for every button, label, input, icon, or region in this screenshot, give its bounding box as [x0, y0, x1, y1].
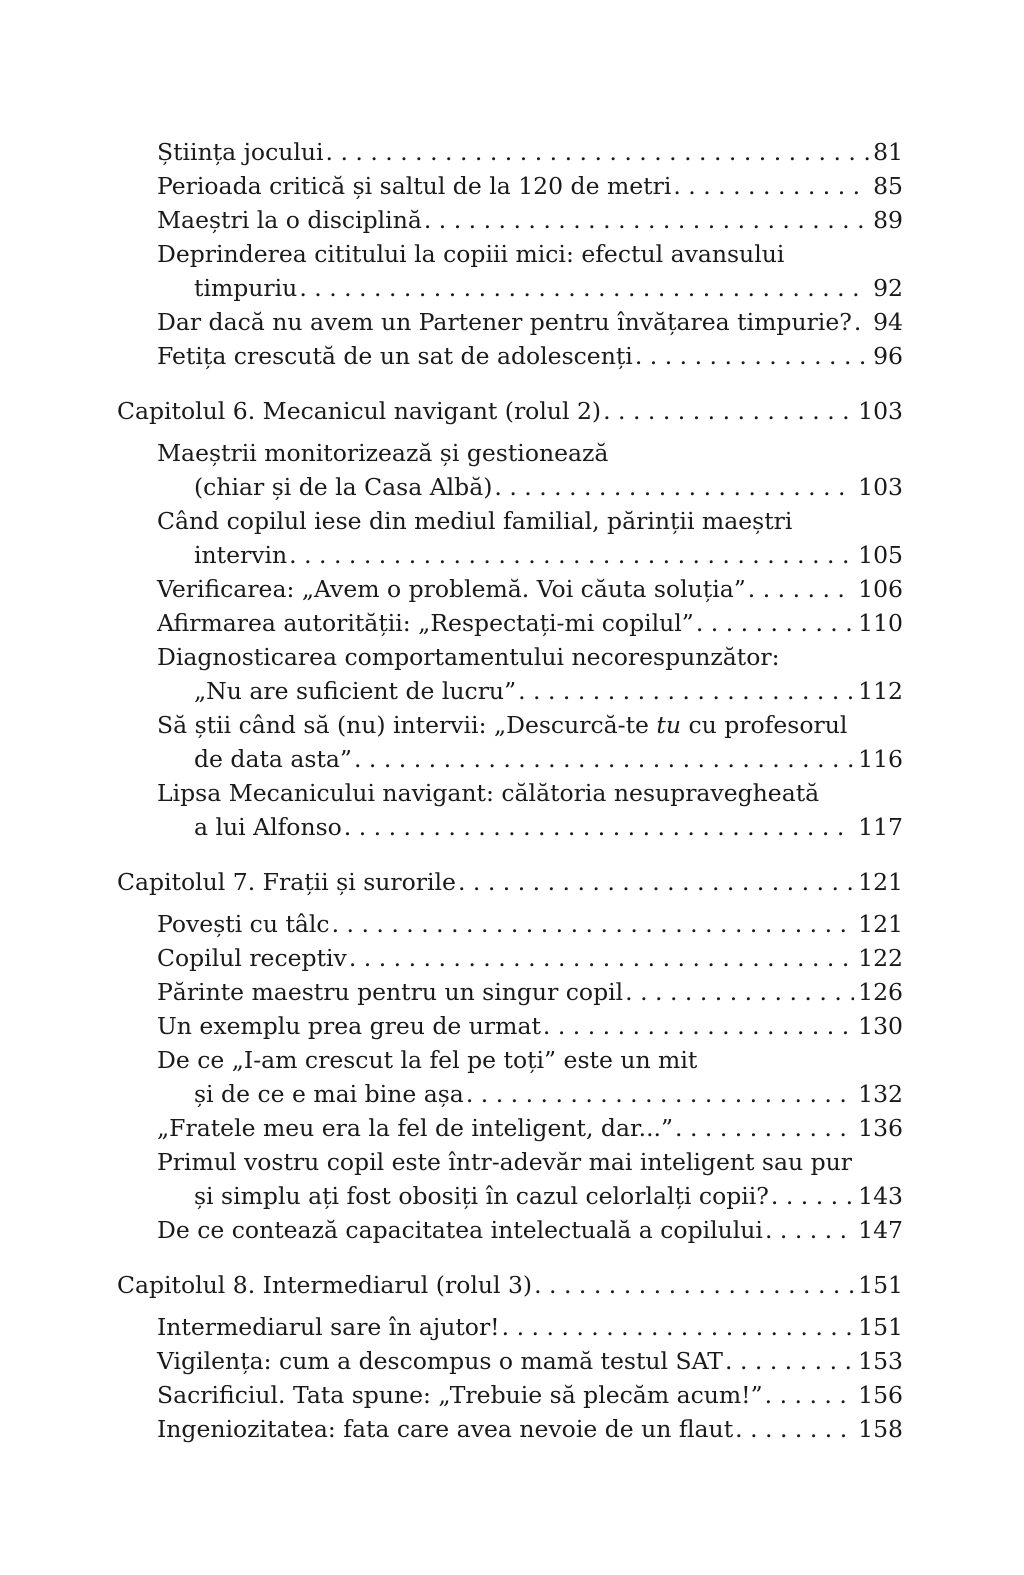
toc-entry-page: 126: [858, 978, 903, 1006]
toc-entry-first-line: Deprinderea cititului la copiii mici: efectul avansului: [157, 240, 785, 268]
toc-entry[interactable]: [117, 135, 903, 169]
toc-entry-page: 110: [858, 609, 903, 637]
toc-entry-label: și simplu ați fost obosiți în cazul celorlalți copii?: [194, 1182, 769, 1210]
toc-entry[interactable]: [117, 572, 903, 606]
toc-entry-page: 143: [858, 1182, 903, 1210]
chapter-8: [117, 1268, 903, 1446]
toc-entry-label: De ce contează capacitatea intelectuală a copilului: [157, 1216, 763, 1244]
toc-entry-label: Știința jocului: [157, 138, 324, 166]
toc-entry-label: Afirmarea autorității: „Respectați-mi copilul”: [157, 609, 694, 637]
toc-entry-label: Părinte maestru pentru un singur copil: [157, 978, 624, 1006]
toc-entry-page: 147: [858, 1216, 903, 1244]
toc-entry-page: 92: [873, 274, 903, 302]
toc-entry-page: 158: [858, 1415, 903, 1443]
leader-dots: [326, 135, 870, 169]
toc-entry[interactable]: [117, 436, 903, 504]
toc-entry-page: 153: [858, 1347, 903, 1375]
toc-entry-page: 130: [858, 1012, 903, 1040]
toc-entry-label: Un exemplu prea greu de urmat: [157, 1012, 541, 1040]
toc-entry-label: de data asta”: [194, 745, 352, 773]
leader-dots: [748, 572, 854, 606]
leader-dots: [603, 394, 854, 428]
leader-dots: [854, 305, 869, 339]
leader-dots: [344, 810, 854, 844]
toc-entry[interactable]: [117, 1412, 903, 1446]
toc-entry-page: 81: [873, 138, 903, 166]
leader-dots: [466, 1077, 854, 1111]
toc-entry-first-line-a: Să știi când să (nu) intervii: „Descurcă-te: [157, 711, 657, 739]
toc-entry[interactable]: [117, 203, 903, 237]
toc-entry[interactable]: [117, 708, 903, 776]
toc-entry-label: Vigilența: cum a descompus o mamă testul SAT: [157, 1347, 723, 1375]
toc-entry[interactable]: [117, 640, 903, 708]
leader-dots: [354, 742, 854, 776]
chapter-5-continuation: [117, 135, 903, 373]
toc-entry-page: 94: [873, 308, 903, 336]
toc-entry-page: 116: [858, 745, 903, 773]
toc-entry[interactable]: [117, 339, 903, 373]
toc-entry-label: timpuriu: [194, 274, 298, 302]
chapter-page: 121: [858, 868, 903, 896]
toc-entry-label: Perioada critică și saltul de la 120 de metri: [157, 172, 672, 200]
toc-entry-first-line: [157, 708, 903, 742]
toc-entry-page: 85: [873, 172, 903, 200]
leader-dots: [765, 1213, 854, 1247]
chapter-page: 103: [858, 397, 903, 425]
leader-dots: [494, 470, 854, 504]
toc-entry-first-line: Primul vostru copil este într-adevăr mai inteligent sau pur: [157, 1148, 852, 1176]
toc-entry-first-line-b: cu profesorul: [681, 711, 848, 739]
chapter-title: Capitolul 7. Frații și surorile: [117, 868, 456, 896]
leader-dots: [502, 1310, 855, 1344]
toc-entry[interactable]: [117, 907, 903, 941]
leader-dots: [625, 975, 854, 1009]
toc-entry[interactable]: [117, 504, 903, 572]
toc-entry-first-line-italic: tu: [656, 711, 681, 739]
leader-dots: [696, 606, 854, 640]
leader-dots: [534, 1268, 854, 1302]
toc-entry[interactable]: [117, 941, 903, 975]
chapter-6: [117, 394, 903, 844]
toc-entry-first-line: Maeștrii monitorizează și gestionează: [157, 439, 609, 467]
leader-dots: [289, 538, 854, 572]
toc-entry[interactable]: [117, 1310, 903, 1344]
leader-dots: [675, 1111, 854, 1145]
toc-entry[interactable]: [117, 1213, 903, 1247]
toc-entry[interactable]: [117, 1145, 903, 1213]
toc-entry-label: „Fratele meu era la fel de inteligent, dar...”: [157, 1114, 674, 1142]
toc-entry-label: Verificarea: „Avem o problemă. Voi căuta soluția”: [157, 575, 746, 603]
toc-entry-page: 136: [858, 1114, 903, 1142]
chapter-7: [117, 865, 903, 1247]
toc-entry[interactable]: [117, 606, 903, 640]
toc-entry-page: 96: [873, 342, 903, 370]
leader-dots: [673, 169, 869, 203]
leader-dots: [349, 941, 854, 975]
chapter-heading[interactable]: [117, 865, 903, 899]
leader-dots: [543, 1009, 854, 1043]
table-of-contents: [117, 135, 903, 1446]
toc-entry-label: Intermediarul sare în ajutor!: [157, 1313, 500, 1341]
chapter-page: 151: [858, 1271, 903, 1299]
chapter-title: Capitolul 8. Intermediarul (rolul 3): [117, 1271, 533, 1299]
toc-entry-page: 151: [858, 1313, 903, 1341]
chapter-heading[interactable]: [117, 394, 903, 428]
leader-dots: [771, 1179, 854, 1213]
toc-entry-label: Copilul receptiv: [157, 944, 347, 972]
toc-entry[interactable]: [117, 169, 903, 203]
toc-entry[interactable]: [117, 975, 903, 1009]
toc-entry-label: și de ce e mai bine așa: [194, 1080, 464, 1108]
toc-entry-page: 132: [858, 1080, 903, 1108]
leader-dots: [765, 1378, 855, 1412]
toc-entry-label: Sacrificiul. Tata spune: „Trebuie să plecăm acum!”: [157, 1381, 763, 1409]
toc-entry[interactable]: [117, 1111, 903, 1145]
leader-dots: [458, 865, 854, 899]
toc-entry-label: intervin: [194, 541, 288, 569]
toc-entry-page: 105: [858, 541, 903, 569]
toc-entry-label: Maeștri la o disciplină: [157, 206, 422, 234]
toc-entry-page: 122: [858, 944, 903, 972]
leader-dots: [518, 674, 854, 708]
toc-entry-page: 156: [858, 1381, 903, 1409]
toc-entry-first-line: De ce „I-am crescut la fel pe toți” este un mit: [157, 1046, 698, 1074]
toc-entry-label: Povești cu tâlc: [157, 910, 330, 938]
toc-entry[interactable]: [117, 1378, 903, 1412]
toc-entry-label: Dar dacă nu avem un Partener pentru învățarea timpurie?: [157, 308, 852, 336]
toc-entry-label: a lui Alfonso: [194, 813, 342, 841]
toc-entry-first-line: Lipsa Mecanicului navigant: călătoria nesupravegheată: [157, 779, 820, 807]
toc-entry-page: 121: [858, 910, 903, 938]
leader-dots: [725, 1344, 854, 1378]
leader-dots: [299, 271, 869, 305]
leader-dots: [332, 907, 855, 941]
toc-entry-label: „Nu are suficient de lucru”: [194, 677, 517, 705]
toc-entry-first-line: Diagnosticarea comportamentului necorespunzător:: [157, 643, 780, 671]
leader-dots: [635, 339, 869, 373]
toc-entry[interactable]: [117, 237, 903, 305]
toc-entry-page: 106: [858, 575, 903, 603]
toc-entry-label: Ingeniozitatea: fata care avea nevoie de un flaut: [157, 1415, 734, 1443]
toc-entry[interactable]: [117, 305, 903, 339]
toc-entry[interactable]: [117, 1344, 903, 1378]
toc-entry-page: 117: [858, 813, 903, 841]
toc-entry-page: 89: [873, 206, 903, 234]
toc-entry-page: 112: [858, 677, 903, 705]
toc-entry-label: (chiar și de la Casa Albă): [194, 473, 493, 501]
toc-entry[interactable]: [117, 1009, 903, 1043]
toc-entry-page: 103: [858, 473, 903, 501]
toc-entry-label: Fetița crescută de un sat de adolescenți: [157, 342, 633, 370]
chapter-heading[interactable]: [117, 1268, 903, 1302]
toc-entry[interactable]: [117, 776, 903, 844]
leader-dots: [735, 1412, 854, 1446]
toc-entry-first-line: Când copilul iese din mediul familial, părinții maeștri: [157, 507, 793, 535]
toc-entry[interactable]: [117, 1043, 903, 1111]
leader-dots: [424, 203, 869, 237]
chapter-title: Capitolul 6. Mecanicul navigant (rolul 2): [117, 397, 602, 425]
